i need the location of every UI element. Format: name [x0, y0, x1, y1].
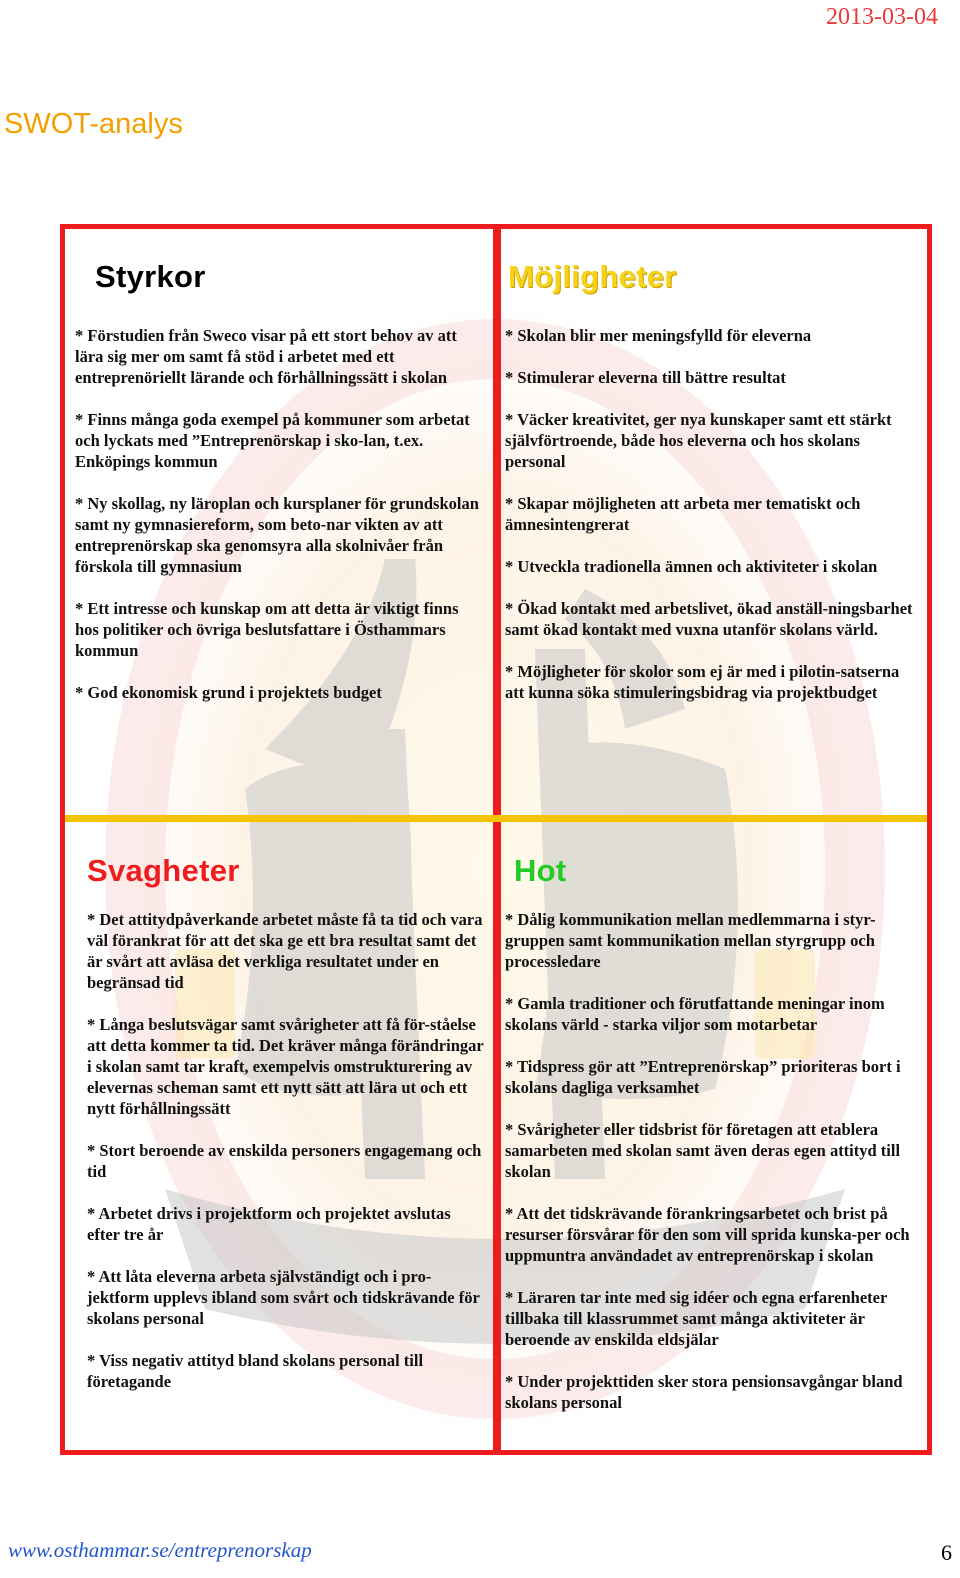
- page-number: 6: [941, 1540, 952, 1565]
- weakness-item: * Det attitydpåverkande arbetet måste få ta tid och vara väl förankrat för att det ska ge ett bra resultat samt det är svårt att avläsa det verkliga resultatet under en begränsad tid: [87, 910, 483, 992]
- opportunity-item: * Skolan blir mer meningsfylld för eleverna: [505, 326, 812, 345]
- vertical-divider: [493, 229, 501, 1450]
- weakness-item: * Stort beroende av enskilda personers engagemang och tid: [87, 1141, 482, 1181]
- opportunity-item: * Möjligheter för skolor som ej är med i pilotin-satserna att kunna söka stimuleringsbidrag via projektbudget: [505, 662, 900, 702]
- strength-item: * Finns många goda exempel på kommuner som arbetat och lyckats med ”Entreprenörskap i sko-lan, t.ex. Enköpings kommun: [75, 410, 470, 471]
- weakness-item: * Att låta eleverna arbeta självständigt och i pro-jektform upplevs ibland som svårt och tidskrävande för skolans personal: [87, 1267, 480, 1328]
- strengths-heading: Styrkor: [95, 259, 206, 294]
- threat-item: * Läraren tar inte med sig idéer och egna erfarenheter tillbaka till klassrummet samt många aktiviteter är beroende av enskilda eldsjälar: [505, 1288, 888, 1349]
- weakness-item: * Långa beslutsvägar samt svårigheter att få för-ståelse att detta kommer ta tid. Det kräver många förändringar i skolan samt tar kraft, exempelvis omstrukturering av elevernas scheman samt ett nytt sätt att lära ut och ett nytt förhållningssätt: [87, 1015, 484, 1118]
- weakness-item: * Arbetet drivs i projektform och projektet avslutas efter tre år: [87, 1204, 451, 1244]
- swot-grid: [60, 224, 932, 1455]
- strength-item: * Ett intresse och kunskap om att detta är viktigt finns hos politiker och övriga beslutsfattare i Östhammars kommun: [75, 599, 459, 660]
- footer-link[interactable]: www.osthammar.se/entreprenorskap: [8, 1538, 312, 1562]
- threat-item: * Under projekttiden sker stora pensionsavgångar bland skolans personal: [505, 1372, 903, 1412]
- page-title: SWOT-analys: [4, 108, 183, 140]
- quadrant-weaknesses: [87, 851, 487, 1413]
- opportunity-item: * Stimulerar eleverna till bättre resultat: [505, 368, 786, 387]
- opportunity-item: * Skapar möjligheten att arbeta mer tematiskt och ämnesintengrerat: [505, 494, 861, 534]
- quadrant-threats: [505, 851, 920, 1434]
- strength-item: * God ekonomisk grund i projektets budget: [75, 683, 382, 702]
- weaknesses-heading: Svagheter: [87, 853, 240, 888]
- opportunity-item: * Väcker kreativitet, ger nya kunskaper samt ett stärkt självförtroende, både hos eleverna och hos skolans personal: [505, 410, 892, 471]
- quadrant-strengths: [75, 257, 485, 724]
- threat-item: * Att det tidskrävande förankringsarbetet och brist på resurser försvårar för den som vill sprida kunska-per och uppmuntra användadet av entreprenörskap i skolan: [505, 1204, 910, 1265]
- opportunity-item: * Ökad kontakt med arbetslivet, ökad anställ-ningsbarhet samt ökad kontakt med vuxna utanför skolans värld.: [505, 599, 913, 639]
- strength-item: * Ny skollag, ny läroplan och kursplaner för grundskolan samt ny gymnasiereform, som beto-nar vikten av att entreprenörskap ska genomsyra alla skolnivåer från förskola till gymnasium: [75, 494, 479, 576]
- threat-item: * Dålig kommunikation mellan medlemmarna i styr-gruppen samt kommunikation mellan styrgrupp och processledare: [505, 910, 876, 971]
- threats-heading: Hot: [514, 853, 567, 888]
- threat-item: * Svårigheter eller tidsbrist för företagen att etablera samarbeten med skolan samt även deras egen attityd till skolan: [505, 1120, 901, 1181]
- opportunity-item: * Utveckla tradionella ämnen och aktiviteter i skolan: [505, 557, 878, 576]
- weakness-item: * Viss negativ attityd bland skolans personal till företagande: [87, 1351, 424, 1391]
- strength-item: * Förstudien från Sweco visar på ett stort behov av att lära sig mer om samt få stöd i arbetet med ett entreprenöriellt lärande och förhållningssätt i skolan: [75, 326, 457, 387]
- opportunities-heading: Möjligheter: [508, 259, 677, 294]
- slide-date: 2013-03-04: [826, 4, 938, 30]
- horizontal-divider: [65, 815, 927, 822]
- quadrant-opportunities: [505, 257, 920, 724]
- threat-item: * Tidspress gör att ”Entreprenörskap” prioriteras bort i skolans dagliga verksamhet: [505, 1057, 901, 1097]
- threat-item: * Gamla traditioner och förutfattande meningar inom skolans värld - starka viljor som motarbetar: [505, 994, 885, 1034]
